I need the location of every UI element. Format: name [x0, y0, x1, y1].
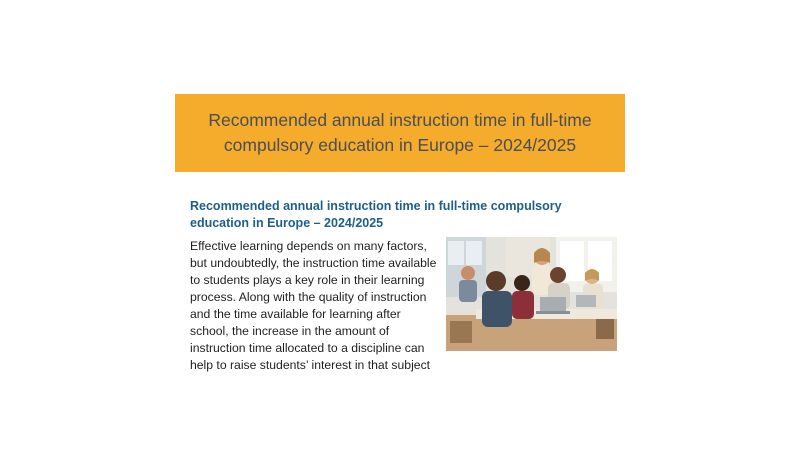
body-paragraph: Effective learning depends on many factors, but undoubtedly, the instruction time available to students plays a key role in their learning process. Along with the quality of instruction and the time available for learning after school, the increase in the amount of instruction time allocated to a discipline can help to raise students’ interest in that subject: [190, 239, 437, 372]
classroom-photo-illustration: [446, 237, 617, 351]
classroom-photo: [446, 237, 617, 351]
banner-title: Recommended annual instruction time in full-time compulsory education in Europe – 2024/2025: [208, 110, 592, 155]
document-heading: Recommended annual instruction time in full-time compulsory education in Europe – 2024/2025: [190, 199, 562, 230]
body-text-container: [190, 238, 442, 383]
title-banner: [175, 94, 625, 172]
